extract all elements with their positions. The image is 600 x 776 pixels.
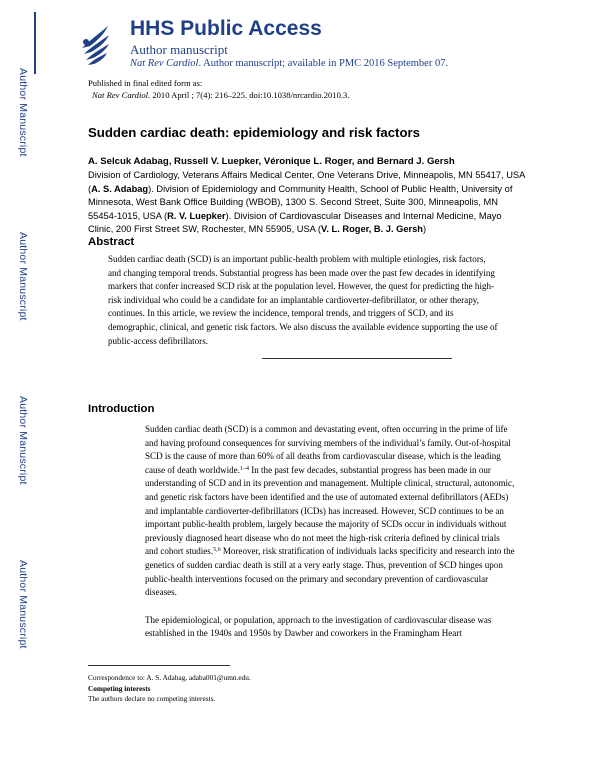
publication-info (88, 78, 349, 101)
intro-text: In the past few decades, substantial progress has been made in our understanding of SCD and in its prevention and management. Multiple clinical, structural, autonomic, and genetic risk factors have been identified and the use of automated external defibrillators (AEDs) and implantable cardioverter-defibrillators (ICDs) has increased. However, SCD continues to be an important public-health problem, largely because the majority of SCDs occur in individuals without previously diagnosed heart disease who do not meet the high-risk criteria defined by clinical trials and cohort studies. (145, 464, 515, 557)
affiliation-author: V. L. Roger, B. J. Gersh (321, 224, 423, 234)
abstract-text: Sudden cardiac death (SCD) is an important public-health problem with multiple etiologies, risk factors, and changing temporal trends. Substantial progress has been made over the past few decades in identifying markers that confer increased SCD risk at the population level. However, the quest for predicting the high-risk individual who could be a candidate for an implantable cardioverter-defibrillator, or other therapy, continues. In this article, we review the incidence, temporal trends, and triggers of SCD, and its demographic, clinical, and genetic risk factors. We also discuss the available evidence supporting the use of public-access defibrillators. (108, 254, 498, 346)
citation-line (88, 90, 349, 102)
competing-interests-heading: Competing interests (88, 683, 151, 693)
correspondence-note: Correspondence to: A. S. Adabag, adaba001@umn.edu. (88, 673, 251, 682)
author-name: Véronique L. Roger (263, 156, 352, 167)
affiliation-author: A. S. Adabag (91, 183, 149, 194)
introduction-body (145, 423, 515, 655)
author-manuscript-subtitle: Author manuscript (130, 42, 228, 57)
author-separator: , (258, 156, 264, 167)
author-list (88, 156, 455, 167)
intro-text: Sudden cardiac death (SCD) is a common and devastating event, often occurring in the prime of life and having profound consequences for surviving members of the individual’s family. Out-of-hospital SCD is the cause of more than 60% of all deaths from cardiovascular disease, which is the leading cause of death worldwide. (145, 424, 511, 475)
sidebar-author-manuscript-label: Author Manuscript (17, 396, 29, 485)
journal-name: Nat Rev Cardiol (130, 58, 199, 69)
journal-availability-line (130, 58, 448, 69)
citation-details: . 2010 April ; 7(4): 216–225. doi:10.1038/nrcardio.2010.3. (148, 89, 350, 100)
footnote-divider (88, 665, 230, 666)
affiliation-text: ). Division of Cardiovascular Diseases and Internal Medicine, Mayo Clinic, 200 First Street SW, Rochester, MN 55905, USA ( (88, 210, 502, 234)
author-name: A. Selcuk Adabag (88, 156, 169, 167)
author-name: Russell V. Luepker (174, 156, 259, 167)
affiliations (88, 169, 528, 237)
abstract-heading: Abstract (88, 236, 135, 248)
reference-superscript[interactable]: 5,6 (213, 547, 221, 554)
sidebar-author-manuscript-label: Author Manuscript (17, 68, 29, 157)
sidebar-author-manuscript-label: Author Manuscript (17, 560, 29, 649)
author-name: Bernard J. Gersh (376, 156, 455, 167)
introduction-heading: Introduction (88, 403, 155, 415)
intro-paragraph (145, 423, 515, 600)
intro-text: Moreover, risk stratification of individuals lacks specificity and research into the genetics of sudden cardiac death is still at a very early stage. Thus, prevention of SCD hinges upon public-health interventions focused on the primary and secondary prevention of cardiovascular diseases. (145, 546, 515, 598)
sidebar-author-manuscript-label: Author Manuscript (17, 232, 29, 321)
affiliation-text: ). Division of Epidemiology and Community Health, School of Public Health, University of Minnesota, West Bank Office Building (WBOB), 1300 S. Second Street, Suite 300, Minneapolis, MN 55454-1015, USA ( (88, 183, 513, 221)
competing-interests-text: The authors declare no competing interests. (88, 694, 216, 703)
published-label: Published in final edited form as: (88, 78, 203, 88)
author-separator: , and (351, 156, 377, 167)
affiliation-author: R. V. Luepker (167, 210, 226, 221)
footnotes (88, 673, 251, 705)
reference-superscript[interactable]: 1–4 (239, 465, 249, 472)
author-separator: , (168, 156, 175, 167)
citation-journal: Nat Rev Cardiol (92, 89, 149, 100)
hhs-public-access-title: HHS Public Access (130, 17, 322, 40)
abstract-divider (262, 358, 452, 359)
availability-text: . Author manuscript; available in PMC 2016 September 07. (198, 58, 449, 69)
header-divider-line (34, 12, 36, 74)
intro-paragraph: The epidemiological, or population, approach to the investigation of cardiovascular disease was established in the 1940s and 1950s by Dawber and coworkers in the Framingham Heart (145, 614, 492, 639)
hhs-eagle-logo-icon (78, 18, 112, 68)
affiliation-text: ) (423, 224, 427, 234)
affiliation-text: Division of Cardiology, Veterans Affairs Medical Center, One Veterans Drive, Minneapolis, MN 55417, USA ( (88, 170, 525, 194)
article-title: Sudden cardiac death: epidemiology and risk factors (88, 125, 420, 140)
